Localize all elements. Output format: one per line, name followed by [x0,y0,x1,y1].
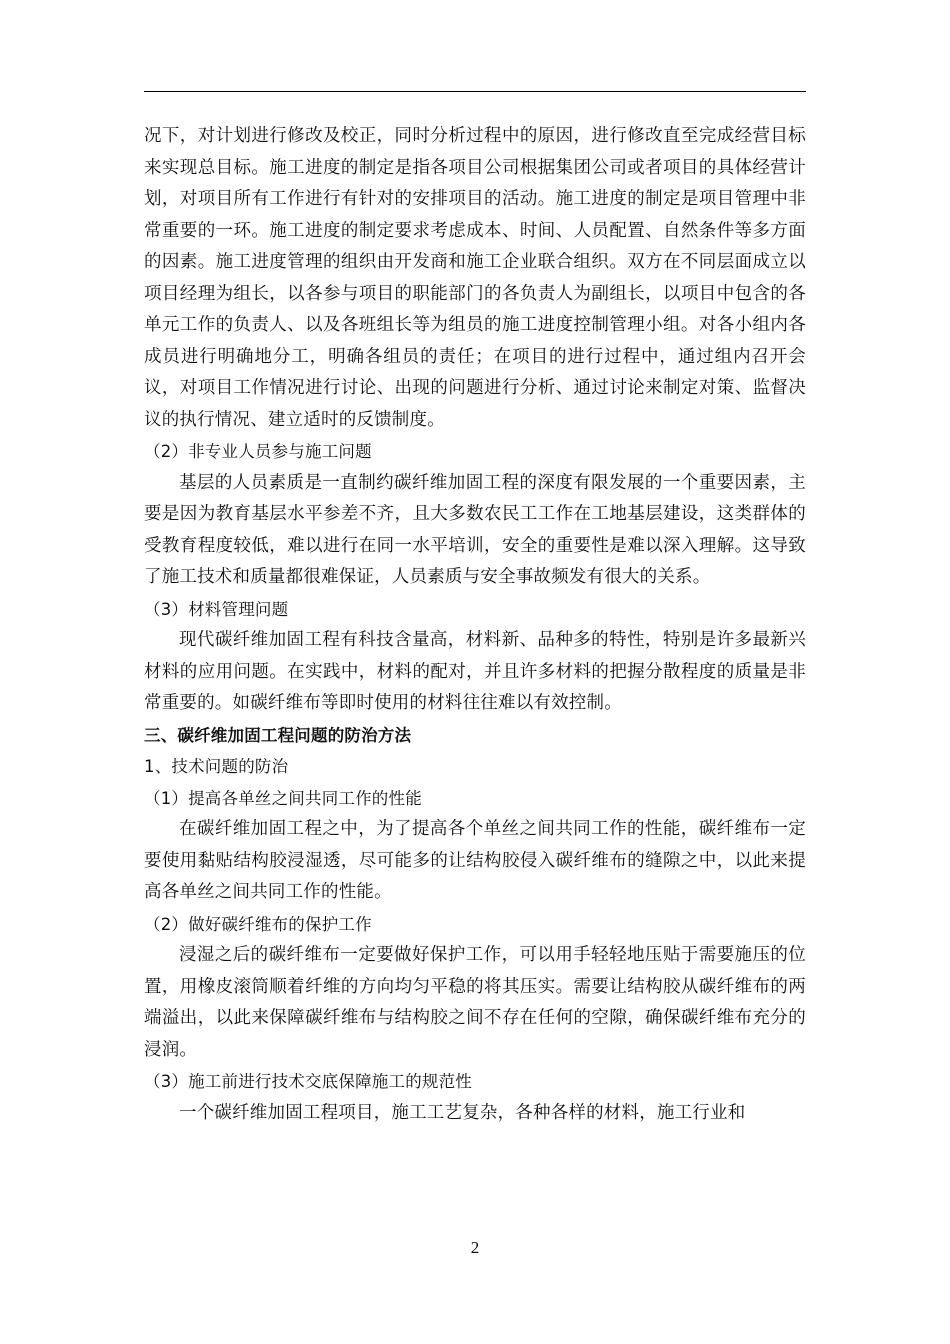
heading-cloth-protection: （2）做好碳纤维布的保护工作 [144,914,372,934]
page-number: 2 [470,1238,480,1257]
section-heading-prevention-methods: 三、碳纤维加固工程问题的防治方法 [144,725,412,745]
heading-non-professional-staff: （2）非专业人员参与施工问题 [144,442,372,461]
heading-material-management: （3）材料管理问题 [144,599,289,619]
heading-technical-prevention: 1、技术问题的防治 [144,757,289,776]
heading-filament-cooperation: （1）提高各单丝之间共同工作的性能 [144,788,422,808]
document-body [144,121,806,1129]
heading-technical-briefing: （3）施工前进行技术交底保障施工的规范性 [144,1072,472,1091]
paragraph-technical-briefing: 一个碳纤维加固工程项目，施工工艺复杂，各种各样的材料，施工行业和 [179,1102,746,1123]
header-rule [144,91,806,92]
paragraph-filament-cooperation: 在碳纤维加固工程之中，为了提高各个单丝之间共同工作的性能，碳纤维布一定要使用黏贴结构胶浸湿透，尽可能多的让结构胶侵入碳纤维布的缝隙之中，以此来提高各单丝之间共同工作的性能。 [144,819,806,902]
paragraph-schedule-management: 况下，对计划进行修改及校正，同时分析过程中的原因，进行修改直至完成经营目标来实现总目标。施工进度的制定是指各项目公司根据集团公司或者项目的具体经营计划，对项目所有工作进行有针对的安排项目的活动。施工进度的制定是项目管理中非常重要的一环。施工进度的制定要求考虑成本、时间、人员配置、自然条件等多方面的因素。施工进度管理的组织由开发商和施工企业联合组织。双方在不同层面成立以项目经理为组长，以各参与项目的职能部门的各负责人为副组长，以项目中包含的各单元工作的负责人、以及各班组长等为组员的施工进度控制管理小组。对各小组内各成员进行明确地分工，明确各组员的责任；在项目的进行过程中，通过组内召开会议，对项目工作情况进行讨论、出现的问题进行分析、通过讨论来制定对策、监督决议的执行情况、建立适时的反馈制度。 [144,126,806,430]
paragraph-material-management: 现代碳纤维加固工程有科技含量高，材料新、品种多的特性，特别是许多最新兴材料的应用问题。在实践中，材料的配对，并且许多材料的把握分散程度的质量是非常重要的。如碳纤维布等即时使用的材料往往难以有效控制。 [144,630,806,713]
paragraph-staff-quality: 基层的人员素质是一直制约碳纤维加固工程的深度有限发展的一个重要因素，主要是因为教育基层水平参差不齐，且大多数农民工工作在工地基层建设，这类群体的受教育程度较低，难以进行在同一水平培训，安全的重要性是难以深入理解。这导致了施工技术和质量都很难保证，人员素质与安全事故频发有很大的关系。 [144,472,806,587]
paragraph-cloth-protection: 浸湿之后的碳纤维布一定要做好保护工作，可以用手轻轻地压贴于需要施压的位置，用橡皮滚筒顺着纤维的方向均匀平稳的将其压实。需要让结构胶从碳纤维布的两端溢出，以此来保障碳纤维布与结构胶之间不存在任何的空隙，确保碳纤维布充分的浸润。 [144,945,806,1060]
